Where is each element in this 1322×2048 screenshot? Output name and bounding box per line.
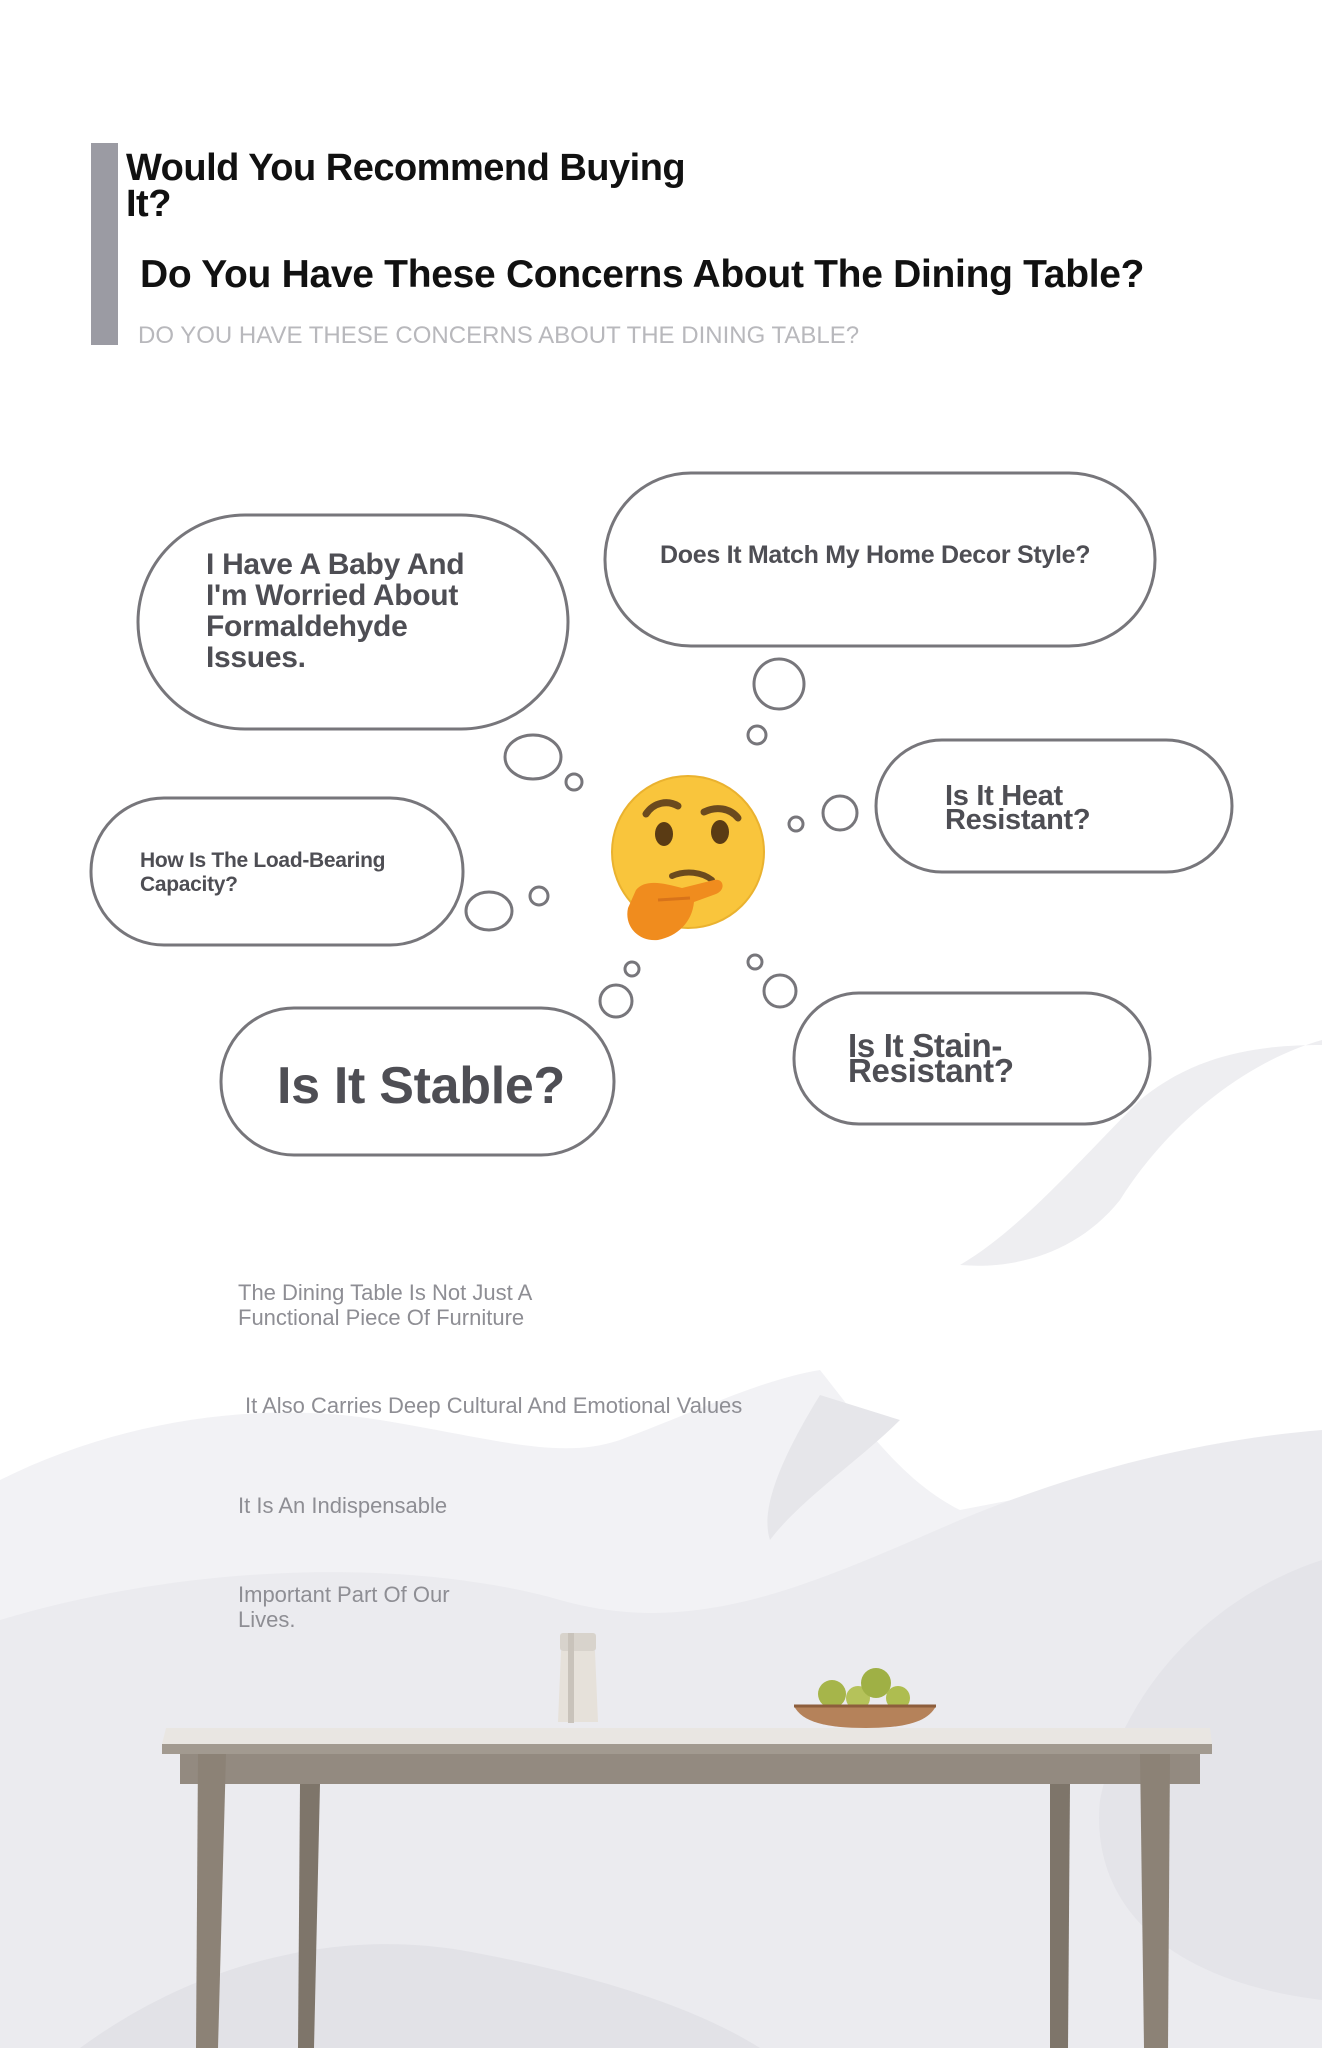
accent-bar <box>91 143 118 345</box>
page-title: Would You Recommend Buying It? <box>126 147 686 225</box>
concern-decor-text: Does It Match My Home Decor Style? <box>660 541 1091 569</box>
thinking-face-icon <box>606 772 766 944</box>
concern-load-text: How Is The Load-Bearing Capacity? <box>140 849 386 896</box>
concern-stain-text: Is It Stain-Resistant? <box>848 1027 1014 1089</box>
concern-stable-text: Is It Stable? <box>277 1057 565 1115</box>
body-paragraph-2: It Also Carries Deep Cultural And Emotional Values <box>245 1393 743 1418</box>
concern-baby-text: I Have A Baby And I'm Worried About Formaldehyde Issues. <box>206 548 465 674</box>
subtitle-caps: DO YOU HAVE THESE CONCERNS ABOUT THE DINING TABLE? <box>138 322 860 349</box>
body-paragraph-4: Important Part Of Our Lives. <box>238 1582 450 1632</box>
page-subtitle: Do You Have These Concerns About The Dining Table? <box>140 253 1145 296</box>
body-paragraph-1: The Dining Table Is Not Just A Functional Piece Of Furniture <box>238 1280 532 1330</box>
concern-heat-text: Is It Heat Resistant? <box>945 780 1091 836</box>
body-paragraph-3: It Is An Indispensable <box>238 1493 448 1518</box>
